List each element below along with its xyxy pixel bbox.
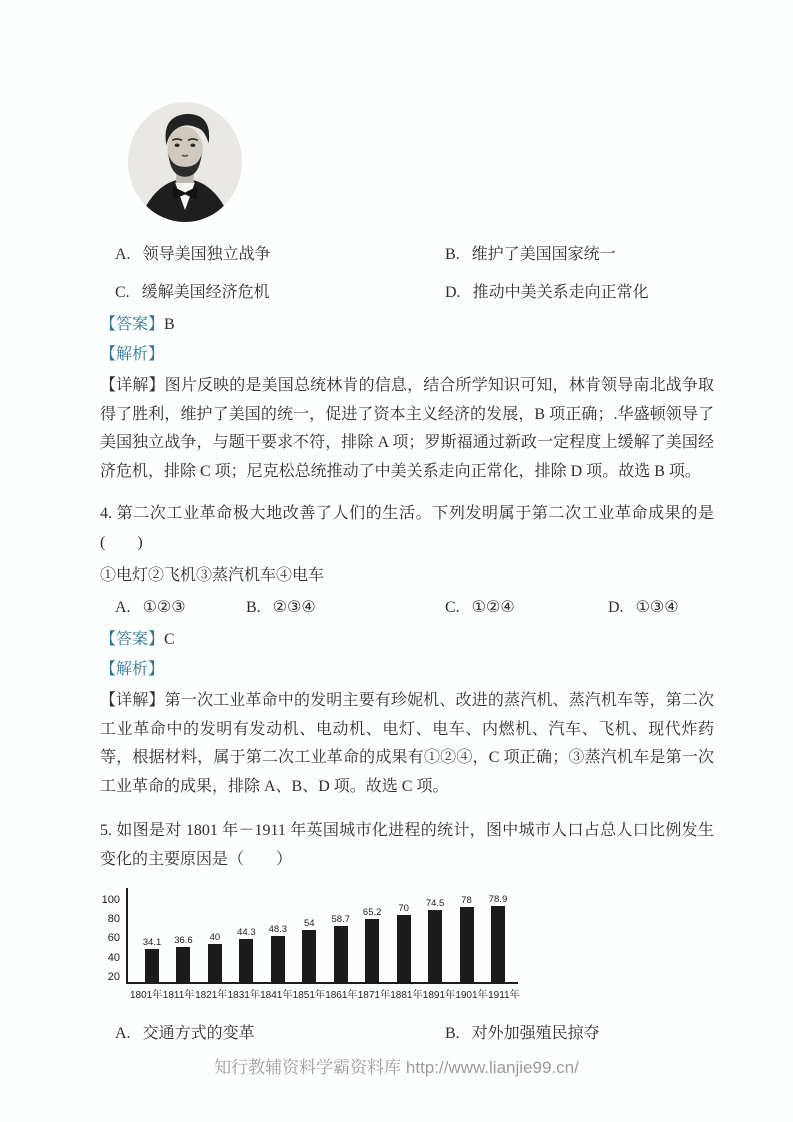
chart-x-label: 1881年 [390,990,423,1001]
chart-bar-value: 78 [461,895,472,906]
option-letter: B. [246,599,261,616]
question5-options-row [100,1023,714,1045]
chart-bar [358,907,386,982]
chart-x-label: 1901年 [455,990,488,1001]
option-A [115,597,246,619]
question4-options-row [100,597,714,619]
option-D [445,282,649,304]
chart-bar [169,935,197,982]
option-text: 领导美国独立战争 [142,246,271,263]
detail-text: 第一次工业革命中的发明主要有珍妮机、改进的蒸汽机、蒸汽机车等，第二次工业革命中的发明有发动机、电动机、电灯、电车、内燃机、汽车、飞机、现代炸药等，根据材料，属于第二次工业革命的成果有①②④，C 项正确；③蒸汽机车是第一次工业革命的成果，排除 A、B、D 项。故选 C 项。 [100,692,714,795]
chart-x-label: 1811年 [162,990,195,1001]
chart-bar [453,895,481,982]
analysis-label: 【解析】 [100,346,165,363]
question3-options-row2 [100,282,714,304]
chart-bar-value: 54 [303,918,315,929]
chart-x-label: 1851年 [292,990,325,1001]
chart-bar-rect [460,907,474,982]
question5-number: 5. [100,822,112,839]
chart-x-label: 1911年 [488,990,520,1001]
chart-x-label: 1841年 [260,990,293,1001]
question4-number: 4. [100,505,112,522]
lincoln-portrait-image [126,100,244,224]
option-text: 交通方式的变革 [142,1025,255,1042]
watermark-footer: 知行教辅资料学霸资料库 http://www.lianjie99.cn/ [214,1058,579,1077]
chart-bar-value: 70 [398,903,409,914]
chart-bar-rect [239,939,253,982]
question4-explanation [100,687,714,801]
chart-bar [421,898,449,982]
detail-text: 图片反映的是美国总统林肯的信息，结合所学知识可知，林肯领导南北战争取得了胜利，维护了美国的统一，促进了资本主义经济的发展，B 项正确；.华盛顿领导了美国独立战争，与题干要求不符，排除 A 项；罗斯福通过新政一定程度上缓解了美国经济危机，排除 C 项；尼克松总统推动了中美关系走向正常化，排除 D 项。故选 B 项。 [100,377,714,480]
chart-bar-value: 58.7 [331,914,350,925]
chart-y-tick: 60 [107,932,120,945]
chart-plot [126,888,518,984]
option-letter: B. [445,1025,460,1042]
option-letter: A. [115,599,131,616]
question3-explanation [100,372,714,486]
chart-bar [232,927,260,982]
chart-bar-rect [302,930,316,982]
question4-items: ①电灯②飞机③蒸汽机车④电车 [100,567,325,584]
chart-bar-value: 44.3 [237,927,256,938]
option-text: 维护了美国国家统一 [471,246,616,263]
detail-label: 【详解】 [100,377,165,394]
urbanization-bar-chart [100,888,530,1001]
question3-answer-line [100,314,714,336]
option-text: ②③④ [272,599,316,616]
question3-options-row1 [100,244,714,266]
chart-y-tick: 20 [107,970,120,983]
chart-bar [327,914,355,982]
chart-bar-rect [397,915,411,982]
option-letter: D. [445,284,461,301]
chart-bar-value: 78.9 [488,894,508,905]
option-letter: B. [445,246,460,263]
chart-x-label: 1861年 [325,990,358,1001]
chart-bar-rect [271,936,285,982]
chart-yaxis [100,894,122,996]
question3-analysis-line [100,344,714,366]
option-text: 推动中美关系走向正常化 [472,284,649,301]
chart-bar-value: 36.6 [174,935,193,946]
option-A [115,1023,445,1045]
chart-bar-value: 65.2 [362,907,382,918]
chart-x-label: 1801年 [130,990,163,1001]
option-C [445,597,608,619]
chart-bar-rect [334,926,348,982]
analysis-label: 【解析】 [100,661,165,678]
answer-value: C [164,631,175,648]
option-letter: C. [445,599,460,616]
chart-bar-value: 74.5 [425,898,445,909]
chart-bar [264,924,292,982]
answer-label: 【答案】 [100,631,165,648]
chart-bar-value: 34.1 [142,937,162,948]
chart-y-tick: 80 [107,913,120,926]
chart-y-tick: 100 [101,894,120,906]
lincoln-portrait-icon [126,100,244,224]
chart-bar-rect [365,919,379,982]
chart-bar-value: 48.3 [268,924,288,935]
question5-stem [100,817,714,874]
answer-label: 【答案】 [100,316,165,333]
option-text: ①②③ [142,599,186,616]
chart-bar-rect [208,944,222,982]
chart-bar-rect [176,947,190,982]
chart-x-label: 1821年 [195,990,228,1001]
option-D [608,597,714,619]
option-letter: A. [115,1025,131,1042]
answer-value: B [164,316,175,333]
chart-bar [201,932,229,982]
option-letter: C. [115,284,130,301]
detail-label: 【详解】 [100,692,165,709]
option-B [445,1023,600,1045]
exam-content [100,0,714,1045]
chart-x-label: 1871年 [357,990,390,1001]
option-text: ①③④ [635,599,679,616]
chart-x-label: 1891年 [422,990,456,1001]
option-B [246,597,445,619]
chart-bar-value: 40 [209,932,221,943]
question4-stem [100,500,714,557]
chart-bar-rect [491,906,505,982]
option-letter: D. [608,599,624,616]
option-C [115,282,445,304]
question5-text: 如图是对 1801 年－1911 年英国城市化进程的统计，图中城市人口占总人口比例发生变化的主要原因是（ ） [100,822,714,868]
question4-answer-line [100,629,714,651]
chart-bar [390,903,418,982]
option-text: ①②④ [471,599,515,616]
chart-xlabels [128,984,520,1001]
chart-bar-rect [145,949,159,982]
question4-text: 第二次工业革命极大地改善了人们的生活。下列发明属于第二次工业革命成果的是( ) [100,505,714,551]
chart-bar [138,937,166,982]
chart-y-tick: 40 [107,951,120,964]
chart-x-label: 1831年 [227,990,260,1001]
option-text: 对外加强殖民掠夺 [471,1025,600,1042]
chart-bar-rect [428,910,442,982]
option-text: 缓解美国经济危机 [141,284,270,301]
question4-analysis-line [100,659,714,681]
option-A [115,244,445,266]
option-letter: A. [115,246,131,263]
chart-bar [484,894,512,982]
option-B [445,244,616,266]
chart-bar [295,918,323,982]
